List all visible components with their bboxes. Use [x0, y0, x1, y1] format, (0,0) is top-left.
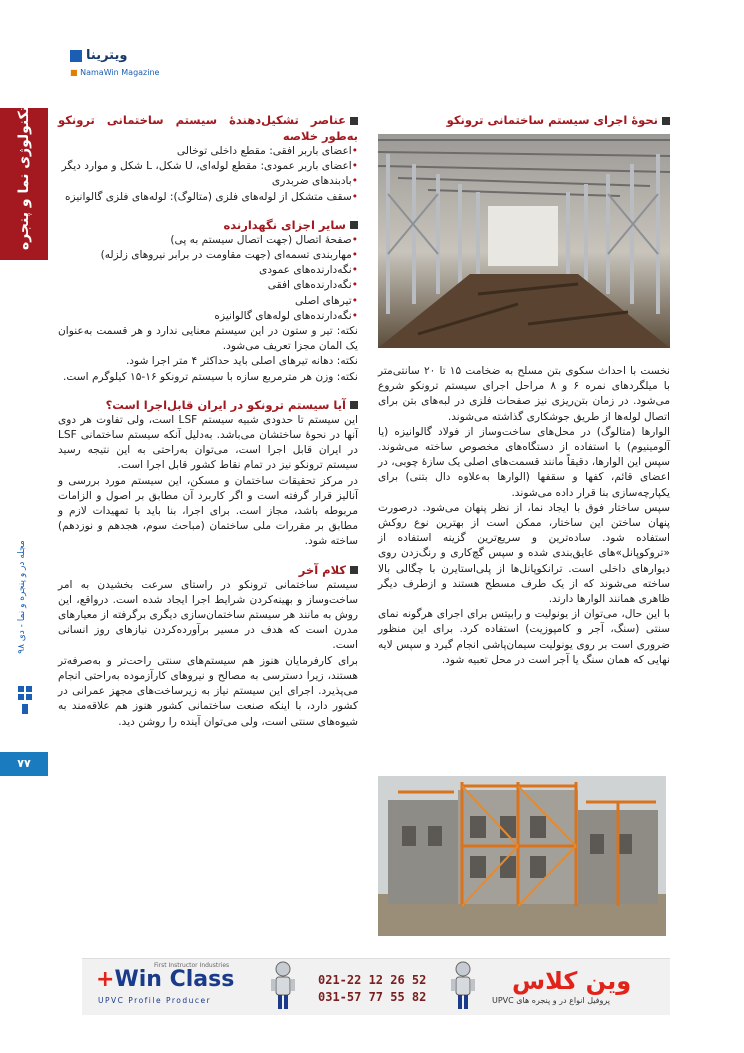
section-heading: کلام آخر	[58, 562, 358, 578]
right-section-heading: نحوهٔ اجرای سیستم ساختمانی ترونکو	[378, 112, 670, 128]
list-item: •سقف متشکل از لوله‌های فلزی (متالوگ): لوله‌های فلزی گالوانیزه	[64, 190, 358, 203]
list-item: •صفحهٔ اتصال (جهت اتصال سیستم به پی)	[170, 233, 358, 246]
brand-logo-fa: وین کلاس	[512, 967, 632, 995]
advertisement-banner[interactable]	[82, 958, 670, 1015]
list-item: •نگه‌دارنده‌های لوله‌های گالوانیزه	[214, 309, 358, 322]
brand-logo-en: +Win Class	[96, 967, 235, 992]
section-tab	[0, 105, 48, 260]
robot-mascot-icon	[450, 961, 476, 1011]
body-paragraph: سپس ساختار فوق با ایجاد نما، از نظر پنهان می‌شود. درصورت پنهان ساختن این ساختار، ممکن است از بهترین نوع روکش استفاده شود. ساده‌ترین و سریع‌ترین گزینه استفاده از «تروکوپانل»های عایق‌بندی شده و سپس گچ‌کاری و رنگ‌زدن روی دیوارهای داخلی است. ترانکوپانل‌ها از پلی‌استایرن با چگالی بالا ساخته می‌شوند که از یک طرف مسطح هستند و ازطرف دیگر ظاهری همانند الوارها دارند.	[378, 501, 670, 606]
section-heading: آیا سیستم ترونکو در ایران قابل‌اجرا است؟	[58, 397, 358, 413]
list-item: •اعضای باربر افقی: مقطع داخلی توخالی	[176, 145, 358, 157]
right-column	[378, 364, 670, 668]
list-item: •نگه‌دارنده‌های عمودی	[259, 264, 358, 277]
heading-square-icon	[350, 117, 358, 125]
list-item: •اعضای باربر عمودی: مقطع لوله‌ای، U شکل، L شکل و موارد دیگر	[61, 160, 358, 173]
list-item: •بادبندهای ضربدری	[271, 175, 358, 188]
body-paragraph: نخست با احداث سکوی بتن مسلح به ضخامت ۱۵ تا ۲۰ سانتی‌متر با میلگردهای نمره ۶ و ۸ مراحل اجرای سیستم ترونکو شروع می‌شود. در زمان بتن‌ریزی نیز صفحات فلزی در لبه‌های بتن برای اتصال لوله‌ها از طریق جوشکاری گذاشته می‌شوند.	[378, 365, 670, 423]
brand-tagline: First Instructor Industries	[154, 962, 230, 969]
robot-mascot-icon	[270, 961, 296, 1011]
logo-square-icon	[70, 50, 82, 62]
magazine-logo	[70, 48, 190, 82]
note-paragraph: نکته: دهانه تیرهای اصلی باید حداکثر ۴ متر اجرا شود.	[125, 355, 358, 368]
note-paragraph: نکته: تیر و ستون در این سیستم معنایی ندارد و هر قسمت به‌عنوان یک المان مجزا تعریف می‌شود.	[58, 325, 358, 353]
note-paragraph: نکته: وزن هر مترمربع سازه با سیستم ترونکو ۱۶-۱۵ کیلوگرم است.	[63, 370, 358, 383]
body-paragraph: سیستم ساختمانی ترونکو در راستای سرعت بخشیدن به امر ساخت‌وساز و بهینه‌کردن شرایط اجرا ایجاد شده است. درواقع، این روش به مانند هر سیستم ساختمان‌سازی دیگری برگرفته از معیارهای مدرن است که هدف در مسیر برآورده‌کردن نیازهای روز انسانی است.	[58, 578, 358, 652]
list-item: •تیرهای اصلی	[295, 294, 358, 307]
page-number: ۷۷	[0, 752, 48, 776]
window-logo-icon	[18, 686, 32, 716]
heading-square-icon	[350, 401, 358, 409]
phone-number[interactable]: 031-57 77 55 82	[318, 990, 427, 1004]
brand-subtitle-fa: پروفیل انواع در و پنجره های UPVC	[492, 996, 611, 1005]
section-heading: عناصر تشکیل‌دهندهٔ سیستم ساختمانی ترونکو به‌طور خلاصه	[58, 113, 358, 143]
phone-number[interactable]: 021-22 12 26 52	[318, 973, 427, 987]
steel-frame-interior-photo	[378, 134, 670, 348]
section-heading: سایر اجزای نگهدارنده	[58, 217, 358, 233]
logo-text: ویترینا	[86, 48, 128, 63]
body-paragraph: برای کارفرمایان هنوز هم سیستم‌های سنتی راحت‌تر و به‌صرفه‌تر هستند، زیرا دسترسی به مصالح و نیروهای کارآزموده به‌راحتی انجام می‌پذیرد. اجرای این سیستم نیاز به زیرساخت‌های مجهز عمرانی در کشور دارد، با اینکه صنعت ساختمانی کشور هنوز هم علاقه‌مند به شیوه‌های سنتی است، ولی می‌توان آینده را روشن دید.	[58, 654, 358, 728]
heading-square-icon	[350, 566, 358, 574]
body-paragraph: در مرکز تحقیقات ساختمان و مسکن، این سیستم مورد بررسی و آنالیز قرار گرفته است و اگر کاربرد آن مطابق بر اصول و الزامات مربوطه باشد، مجاز است. برای اجرا، بنا باید با تمهیدات لازم و مطابق بر مقررات ملی ساختمان (مباحث سوم، هجدهم و نوزدهم) ساخته شود.	[58, 474, 358, 548]
heading-square-icon	[350, 221, 358, 229]
magazine-issue-line: مجله در و پنجره و نما - دی ۹۸	[17, 540, 27, 654]
list-item: •مهاربندی تسمه‌ای (جهت مقاومت در برابر نیروهای زلزله)	[100, 249, 358, 262]
building-scaffolding-photo	[378, 776, 666, 936]
body-paragraph: با این حال، می‌توان از یونولیت و رابیتس برای اجرای هرگونه نمای سنتی (سنگ، آجر و کامپوزیت) استفاده کرد. برای این منظور ضروری است بر روی یونولیت سیمان‌پاشی انجام گیرد و سپس لایه نهایی که همان سنگ یا آجر است در محل تعبیه شود.	[378, 608, 670, 666]
logo-subtitle: ■ NamaWin Magazine	[70, 68, 160, 77]
list-item: •نگه‌دارنده‌های افقی	[267, 279, 358, 292]
brand-subtitle-en: UPVC Profile Producer	[98, 996, 212, 1005]
body-paragraph: الوارها (متالوگ) در محل‌های ساخت‌وساز از فولاد گالوانیزه (یا آلومینیوم) با استفاده از دستگاه‌های مخصوص ساخته می‌شوند. سپس این الوارها، دقیقاً مانند قسمت‌های اصلی یک سازهٔ چوبی، در اعضای قائم، کفها و سقفها (الوارها به‌علاوه دال بتنی) برای یکپارچه‌سازی بنا قرار داده می‌شوند.	[378, 425, 670, 499]
section-tab-title: تکنولوژی نما و پنجره	[16, 105, 32, 251]
left-column	[58, 112, 358, 730]
heading-square-icon	[662, 117, 670, 125]
body-paragraph: این سیستم تا حدودی شبیه سیستم LSF است، ولی تفاوت هر دوی آنها در نحوهٔ ساختشان می‌باشد. به‌دلیل آنکه سیستم ساختمانی LSF در ایران قابل اجرا است، می‌توان به‌راحتی به این نتیجه رسید سیستم ترونکو نیز در تمام نقاط کشور قابل اجرا است.	[58, 413, 358, 472]
